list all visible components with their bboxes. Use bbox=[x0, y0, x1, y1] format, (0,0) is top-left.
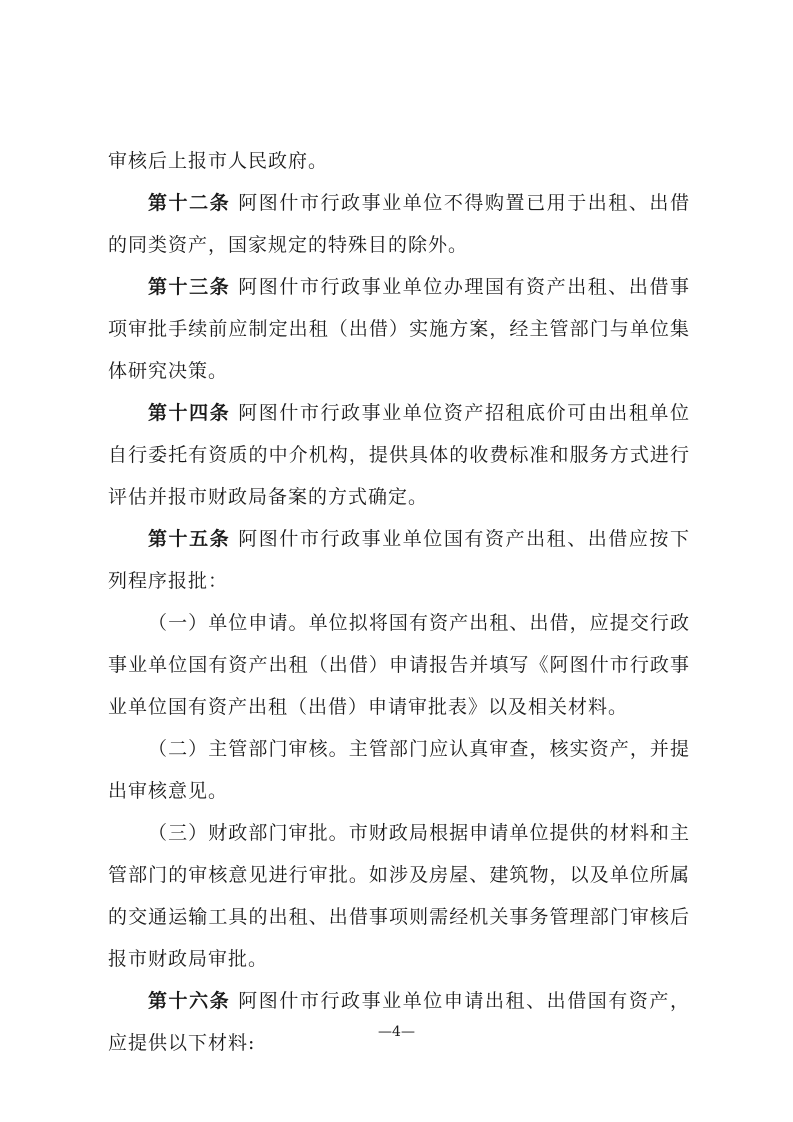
paragraph-continuation bbox=[108, 140, 690, 182]
page-number: —4— bbox=[378, 1024, 415, 1040]
paragraph-text: 阿图什市行政事业单位办理国有资产出租、出借事项审批手续前应制定出租（出借）实施方案，经主管部门与单位集体研究决策。 bbox=[108, 276, 690, 382]
procedure-item-2 bbox=[108, 728, 690, 812]
document-body bbox=[108, 140, 690, 1064]
procedure-item-1 bbox=[108, 602, 690, 728]
paragraph-text: （一）单位申请。单位拟将国有资产出租、出借，应提交行政事业单位国有资产出租（出借）申请报告并填写《阿图什市行政事业单位国有资产出租（出借）申请审批表》以及相关材料。 bbox=[108, 612, 690, 718]
article-14 bbox=[108, 392, 690, 518]
article-heading: 第十六条 bbox=[148, 990, 231, 1012]
paragraph-text: 阿图什市行政事业单位申请出租、出借国有资产，应提供以下材料: bbox=[108, 990, 690, 1054]
article-15 bbox=[108, 518, 690, 602]
article-heading: 第十三条 bbox=[148, 276, 231, 298]
paragraph-text: 阿图什市行政事业单位不得购置已用于出租、出借的同类资产，国家规定的特殊目的除外。 bbox=[108, 192, 690, 256]
paragraph-text: （二）主管部门审核。主管部门应认真审查，核实资产，并提出审核意见。 bbox=[108, 738, 690, 802]
paragraph-text: 阿图什市行政事业单位资产招租底价可由出租单位自行委托有资质的中介机构，提供具体的收费标准和服务方式进行评估并报市财政局备案的方式确定。 bbox=[108, 402, 690, 508]
paragraph-text: 阿图什市行政事业单位国有资产出租、出借应按下列程序报批： bbox=[108, 528, 690, 592]
paragraph-text: 审核后上报市人民政府。 bbox=[108, 150, 329, 172]
article-16 bbox=[108, 980, 690, 1064]
article-13 bbox=[108, 266, 690, 392]
procedure-item-3 bbox=[108, 812, 690, 980]
article-heading: 第十五条 bbox=[148, 528, 231, 550]
article-12 bbox=[108, 182, 690, 266]
article-heading: 第十二条 bbox=[148, 192, 231, 214]
article-heading: 第十四条 bbox=[148, 402, 231, 424]
paragraph-text: （三）财政部门审批。市财政局根据申请单位提供的材料和主管部门的审核意见进行审批。如涉及房屋、建筑物，以及单位所属的交通运输工具的出租、出借事项则需经机关事务管理部门审核后报市财政局审批。 bbox=[108, 822, 690, 970]
